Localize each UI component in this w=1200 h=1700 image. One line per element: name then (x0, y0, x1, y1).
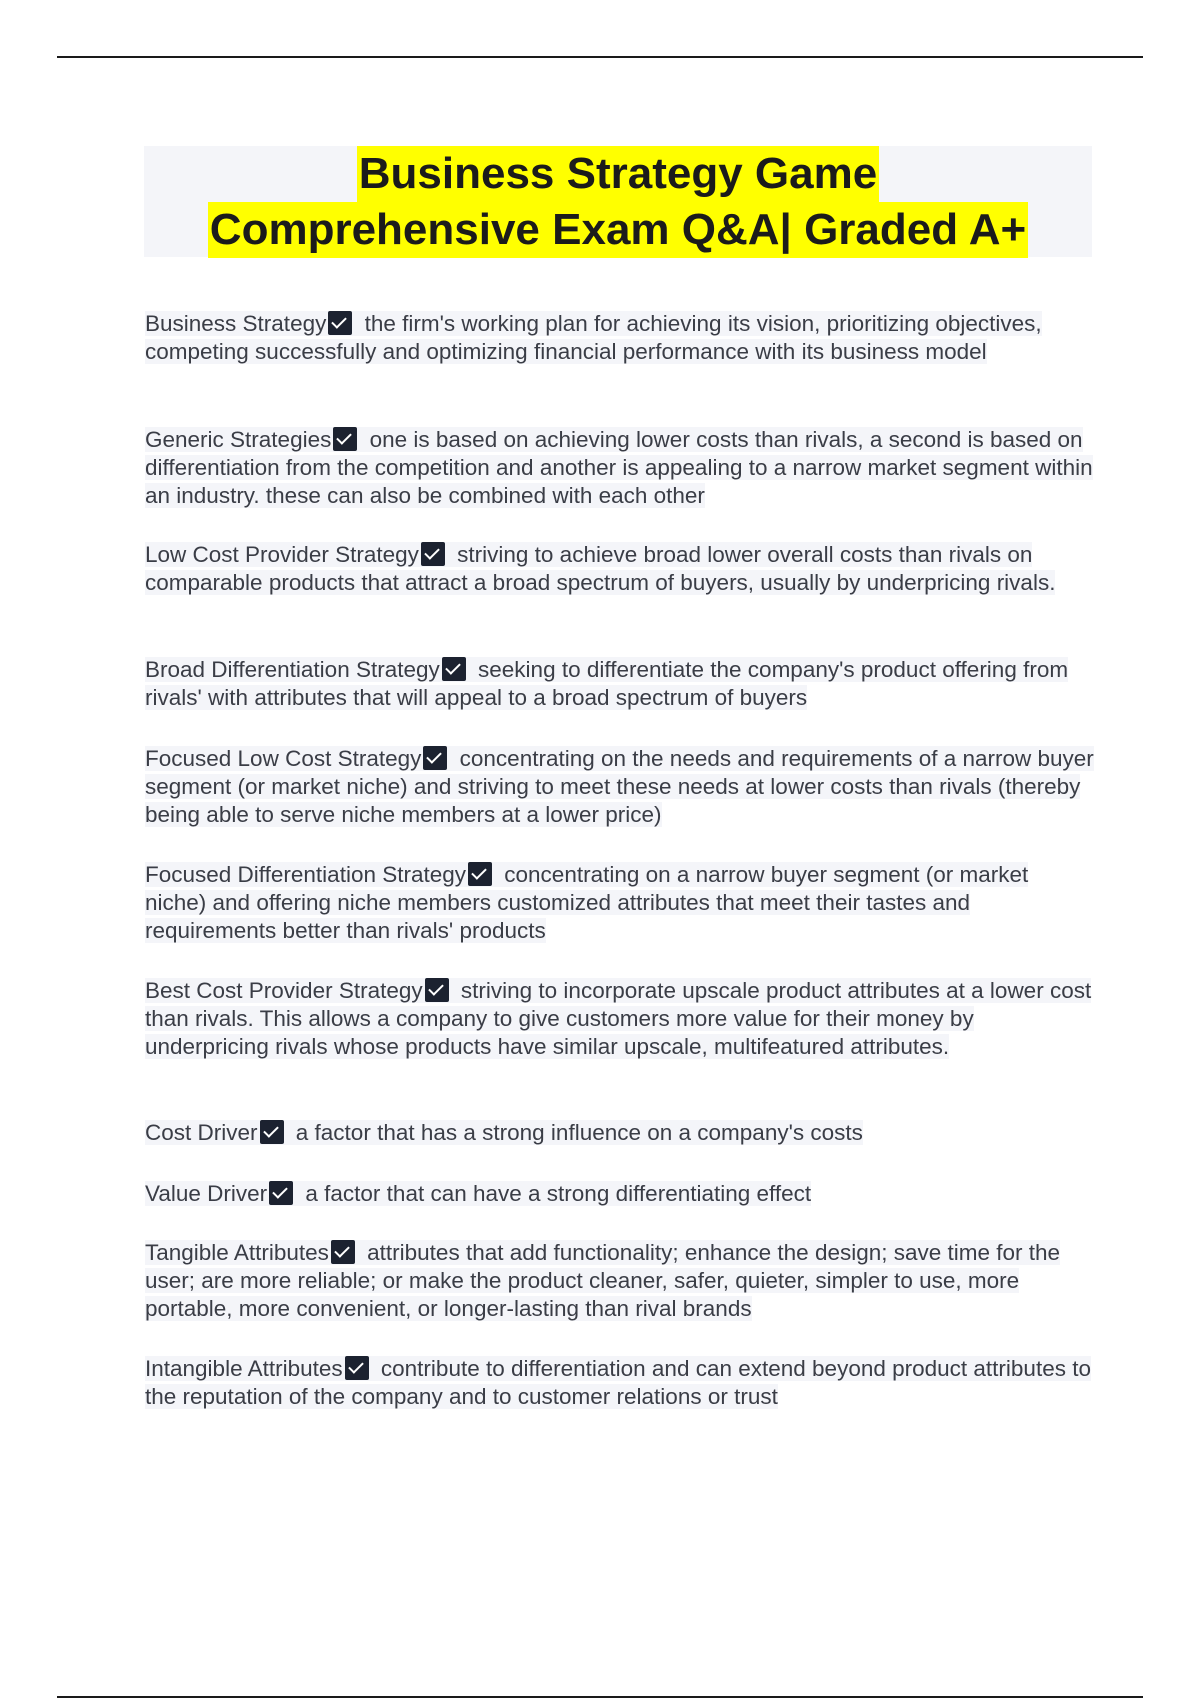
bottom-rule (57, 1696, 1143, 1698)
checkmark-icon (269, 1181, 293, 1205)
qa-entry (145, 977, 1095, 1061)
entry-definition: striving to incorporate upscale product attributes at a lower cost than rivals. This allows a company to give customers more value for their money by underpricing rivals whose products have similar upscale, multifeatured attributes. (145, 978, 1092, 1059)
checkmark-icon (331, 1240, 355, 1264)
qa-entry (145, 310, 1095, 366)
entry-term: Value Driver (145, 1181, 268, 1206)
qa-entry (145, 426, 1095, 510)
checkmark-icon (423, 746, 447, 770)
checkmark-icon (442, 657, 466, 681)
checkmark-icon (421, 542, 445, 566)
qa-entry (145, 1180, 1095, 1208)
qa-entry (145, 1355, 1095, 1411)
checkmark-icon (260, 1120, 284, 1144)
qa-entry (145, 1119, 1095, 1147)
entry-term: Cost Driver (145, 1120, 258, 1145)
entry-term: Focused Differentiation Strategy (145, 862, 467, 887)
entry-definition: concentrating on a narrow buyer segment (or market niche) and offering niche members customized attributes that meet their tastes and requirements better than rivals' products (145, 862, 1029, 943)
entry-definition: one is based on achieving lower costs than rivals, a second is based on differentiation from the competition and another is appealing to a narrow market segment within an industry. these can also be combined with each other (145, 427, 1093, 508)
checkmark-icon (425, 978, 449, 1002)
qa-entry (145, 861, 1095, 945)
title-line-1: Business Strategy Game (357, 146, 879, 202)
entry-definition: a factor that can have a strong differentiating effect (305, 1181, 812, 1206)
qa-entry (145, 1239, 1095, 1323)
entry-term: Intangible Attributes (145, 1356, 343, 1381)
entry-term: Broad Differentiation Strategy (145, 657, 440, 682)
top-rule (57, 56, 1143, 58)
entry-definition: attributes that add functionality; enhance the design; save time for the user; are more reliable; or make the product cleaner, safer, quieter, simpler to use, more portable, more convenient, or longer-lasting than rival brands (145, 1240, 1061, 1321)
checkmark-icon (468, 862, 492, 886)
title-line-2: Comprehensive Exam Q&A| Graded A+ (208, 202, 1028, 258)
entry-term: Focused Low Cost Strategy (145, 746, 422, 771)
document-title (144, 146, 1092, 257)
entry-term: Tangible Attributes (145, 1240, 329, 1265)
entry-term: Business Strategy (145, 311, 327, 336)
entry-definition: striving to achieve broad lower overall costs than rivals on comparable products that attract a broad spectrum of buyers, usually by underpricing rivals. (145, 542, 1056, 595)
entry-term: Best Cost Provider Strategy (145, 978, 423, 1003)
checkmark-icon (333, 427, 357, 451)
qa-entry (145, 745, 1095, 829)
entry-term: Generic Strategies (145, 427, 332, 452)
entry-definition: concentrating on the needs and requirements of a narrow buyer segment (or market niche) and striving to meet these needs at lower costs than rivals (thereby being able to serve niche members at a lower price) (145, 746, 1094, 827)
entry-definition: seeking to differentiate the company's product offering from rivals' with attributes that will appeal to a broad spectrum of buyers (145, 657, 1069, 710)
qa-entry (145, 541, 1095, 597)
checkmark-icon (328, 311, 352, 335)
entry-definition: a factor that has a strong influence on a company's costs (295, 1120, 863, 1145)
entry-definition: contribute to differentiation and can extend beyond product attributes to the reputation of the company and to customer relations or trust (145, 1356, 1091, 1409)
entry-definition: the firm's working plan for achieving its vision, prioritizing objectives, competing successfully and optimizing financial performance with its business model (145, 311, 1042, 364)
qa-entry (145, 656, 1095, 712)
entry-term: Low Cost Provider Strategy (145, 542, 419, 567)
checkmark-icon (345, 1356, 369, 1380)
